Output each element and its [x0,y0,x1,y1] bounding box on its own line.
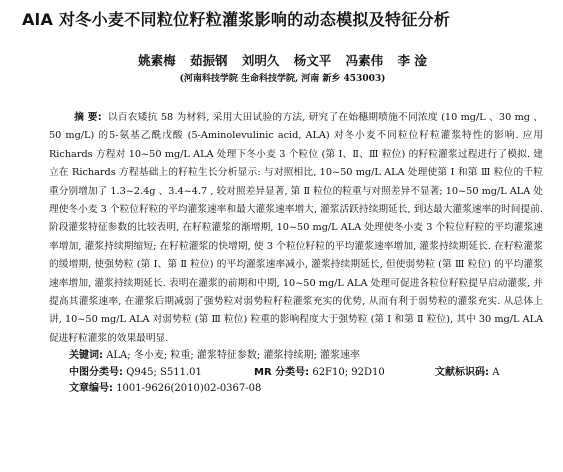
author-name: 杨文平 [293,53,332,68]
paper-title: AlA 对冬小麦不同粒位籽粒灌浆影响的动态模拟及特征分析 [22,10,451,29]
keywords-row [69,348,553,365]
abstract-label: 摘 要: [74,112,102,123]
keywords-value: ALA; 冬小麦; 粒重; 灌浆特征参数; 灌浆持续期; 灌浆速率 [106,350,361,362]
article-no-label: 文章编号: [69,383,113,395]
doc-code-value: A [492,366,500,378]
mr-value: 62F10; 92D10 [312,366,385,378]
doc-code-label: 文献标识码: [435,366,489,378]
author-list [12,53,553,69]
article-metadata [69,348,553,398]
author-name: 茹振钢 [190,53,228,68]
author-name: 姚素梅 [138,53,176,68]
clc-value: Q945; S511.01 [126,366,202,378]
abstract [49,109,543,348]
affiliation: (河南科技学院 生命科技学院, 河南 新乡 453003) [179,74,386,84]
article-number-row [69,381,553,398]
author-name: 冯素伟 [345,53,384,68]
mr-label: MR 分类号: [254,366,310,378]
classification-row [69,365,553,382]
clc-label: 中图分类号: [69,366,123,378]
keywords-label: 关键词: [69,350,103,362]
author-name: 李 淦 [397,53,427,68]
article-no-value: 1001-9626(2010)02-0367-08 [116,383,262,395]
abstract-text: 以百农矮抗 58 为材料, 采用大田试验的方法, 研究了在始穗期喷施不同浓度 (10 mg/L 、30 mg 、50 mg/L) 的5-氨基乙酰戊酸 (5-Aminolevulinic acid, ALA) 对冬小麦不同粒位籽粒灌浆特性的影响. 应用 Richards 方程对 10~50 mg/L ALA 处理下冬小麦 3 个粒位 (第 Ⅰ、Ⅱ、Ⅲ 粒位) 的籽粒灌浆过程进行了模拟. 建立在 Richards 方程基础上的籽粒生长分析显示: 与对照相比, 10~50 mg/L ALA 处理使第 Ⅰ 和第 Ⅲ 粒位的千粒重分别增加了 1.3~2.4g 、3.4~4.7 , 较对照差异显著, 第 Ⅱ 粒位的粒重与对照差异不显著; 10~50 mg/L ALA 处理使冬小麦 3 个粒位籽粒的平均灌浆速率和最大灌浆速率增大, 灌浆活跃持续期延长, 到达最大灌浆速率的时间提前. 阶段灌浆特征参数的比较表明, 在籽粒灌浆的渐增期, 10~50 mg/L ALA 处理使冬小麦 3 个粒位籽粒的平均灌浆速率增加, 灌浆持续期缩短; 在籽粒灌浆的快增期, 使 3 个粒位籽粒的平均灌浆速率增加, 灌浆持续期延长. 在籽粒灌浆的缓增期, 使强势粒 (第 Ⅰ、第 Ⅱ 粒位) 的平均灌浆速率减小, 灌浆持续期延长, 但使弱势粒 (第 Ⅲ 粒位) 的平均灌浆速率增加, 灌浆持续期延长. 表明在灌浆的前期和中期, 10~50 mg/L ALA 处理可促进各粒位籽粒提早启动灌浆, 并提高其灌浆速率, 在灌浆后期减弱了强势粒对弱势粒籽粒灌浆充实的优势, 从而有利于弱势粒的灌浆充实. 从总体上讲, 10~50 mg/L ALA 对弱势粒 (第 Ⅲ 粒位) 粒重的影响程度大于强势粒 (第 Ⅰ 和第 Ⅱ 粒位), 其中 30 mg/L ALA 促进籽粒灌浆的效果最明显. [49,112,543,344]
author-name: 刘明久 [241,53,280,68]
